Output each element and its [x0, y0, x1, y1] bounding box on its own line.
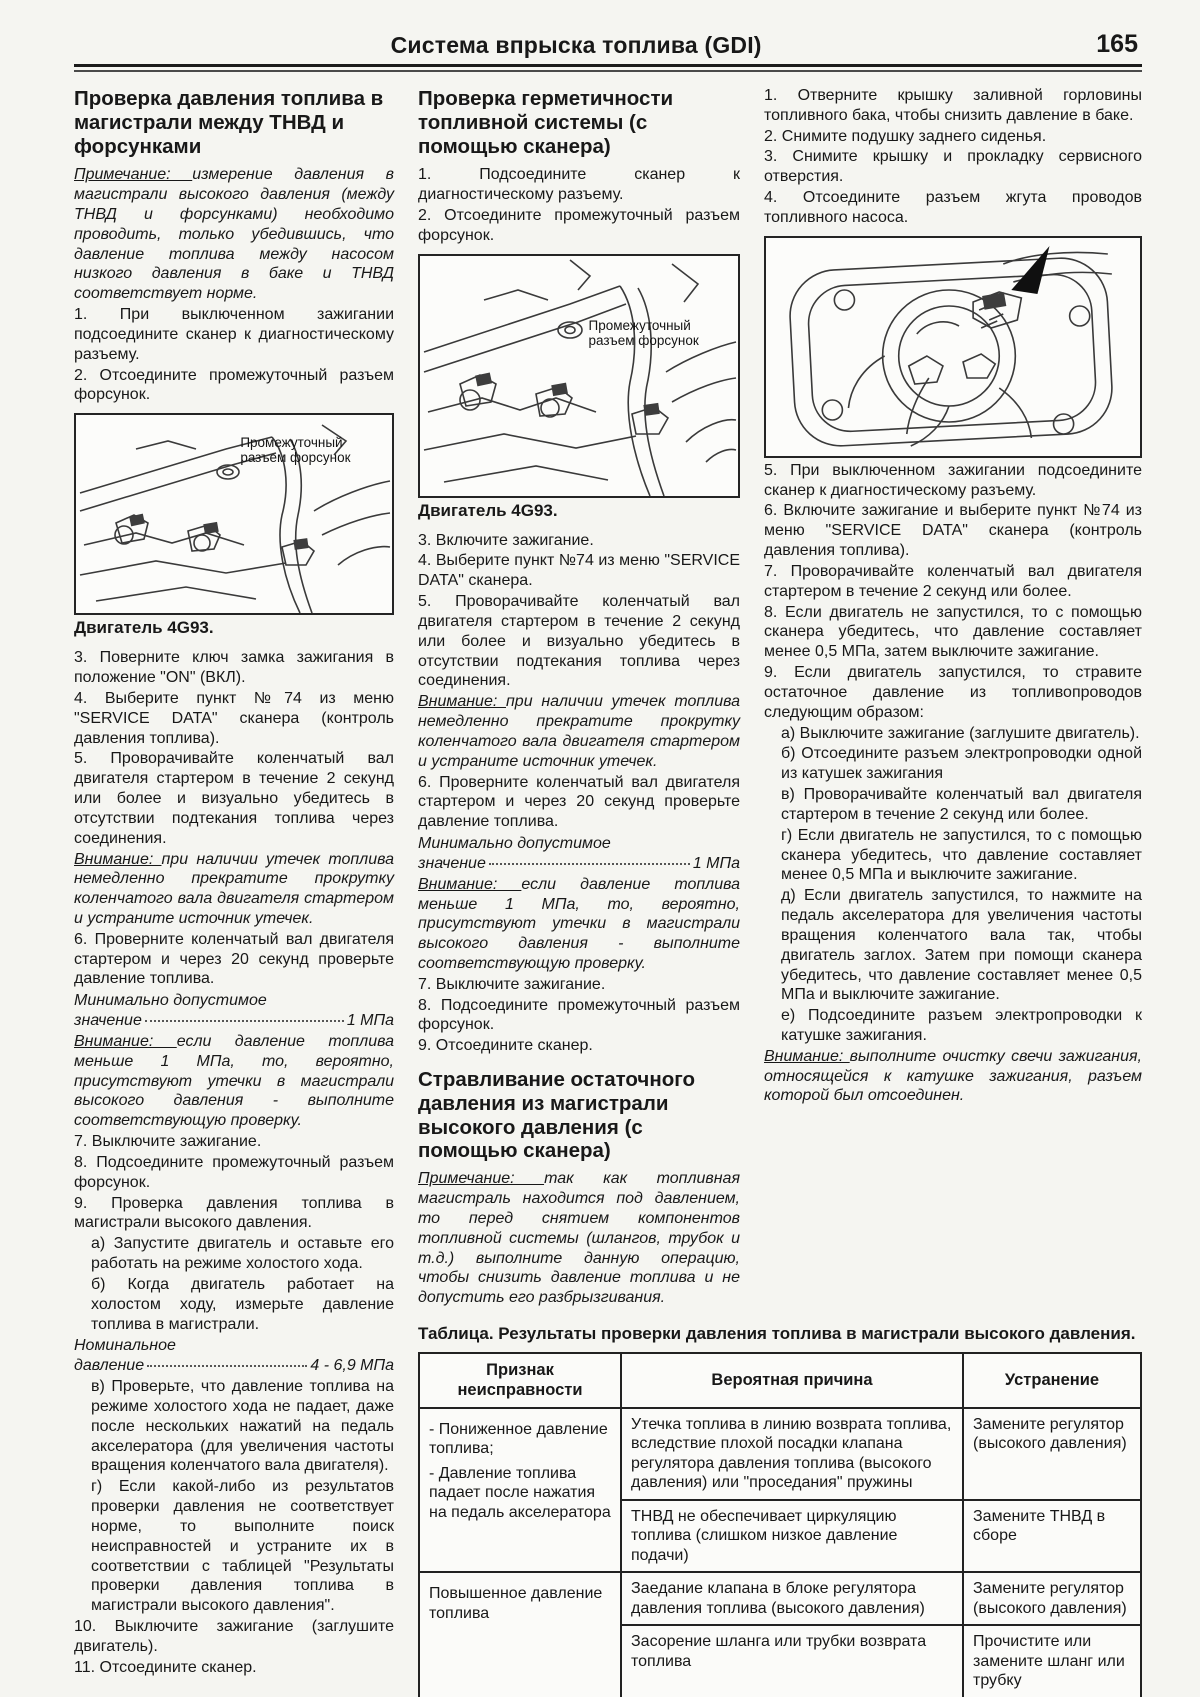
figure-caption: Двигатель 4G93.: [418, 500, 558, 520]
table-row: [419, 1572, 1141, 1625]
cause-cell: Засорение шланга или трубки возврата топлива: [621, 1625, 963, 1697]
symptom-line: Повышенное давление топлива: [429, 1585, 603, 1622]
spec-value-line: значение 1 МПа: [418, 854, 740, 872]
cause-cell: Заедание клапана в блоке регулятора давления топлива (высокого давления): [621, 1572, 963, 1625]
column-left: [74, 85, 394, 1697]
paragraph-lead: Внимание:: [418, 875, 522, 893]
paragraph: 7. Выключите зажигание.: [418, 975, 606, 993]
paragraph: 2. Отсоедините промежуточный разъем форсунок.: [74, 366, 394, 404]
cause-cell: ТНВД не обеспечивает циркуляцию топлива (слишком низкое давление подачи): [621, 1500, 963, 1573]
paragraph: д) Если двигатель запустился, то нажмите на педаль акселератора для увеличения частоты вращения коленчатого вала так, чтобы двигатель заглох. Затем при помощи сканера убедитесь, что давление составляет менее 0,5 МПа и выключите зажигание.: [781, 887, 1142, 1004]
paragraph: 8. Подсоедините промежуточный разъем форсунок.: [418, 996, 740, 1034]
paragraph: в) Проворачивайте коленчатый вал двигателя стартером в течение 2 секунд или более.: [781, 786, 1142, 823]
paragraph: 3. Включите зажигание.: [418, 531, 594, 549]
paragraph: 9. Проверка давления топлива в магистрали высокого давления.: [74, 1194, 394, 1232]
paragraph: б) Отсоедините разъем электропроводки одной из катушек зажигания: [781, 745, 1142, 783]
paragraph: 6. Проверните коленчатый вал двигателя стартером и через 20 секунд проверьте давление топлива.: [74, 930, 394, 988]
page-content: [74, 85, 1142, 1697]
note-paragraph: Примечание: измерение давления в магистрали высокого давления (между ТНВД и форсунками) необходимо проводить, только убедившись, что давление топлива между насосом низкого давления в баке и ТНВД соответствует норме.: [74, 166, 394, 303]
paragraph: 3. Поверните ключ замка зажигания в положение "ON" (ВКЛ).: [74, 649, 394, 687]
paragraph: 5. При выключенном зажигании подсоедините сканер к диагностическому разъему.: [764, 461, 1142, 499]
warning-paragraph: Внимание: при наличии утечек топлива немедленно прекратите прокрутку коленчатого вала двигателя стартером и устраните источник утечек.: [418, 693, 740, 770]
page-title: Система впрыска топлива (GDI): [390, 32, 762, 58]
symptom-cell: [419, 1408, 621, 1573]
paragraph: 4. Выберите пункт №74 из меню "SERVICE DATA" сканера (контроль давления топлива).: [74, 689, 394, 747]
paragraph: 1. При выключенном зажигании подсоедините сканер к диагностическому разъему.: [74, 306, 394, 363]
column-right: [764, 85, 1142, 1309]
paragraph: 9. Если двигатель запустился, то стравите остаточное давление из топливопроводов следующим образом:: [764, 664, 1142, 721]
figure-fuel-pump-access: [764, 236, 1142, 458]
fix-cell: Замените регулятор (высокого давления): [963, 1572, 1141, 1625]
paragraph-lead: Примечание:: [418, 1170, 545, 1188]
paragraph: 8. Подсоедините промежуточный разъем форсунок.: [74, 1153, 394, 1191]
cause-cell: Утечка топлива в линию возврата топлива, вследствие плохой посадки клапана регулятора давления топлива (высокого давления) или "проседания" пружины: [621, 1408, 963, 1500]
fault-table: [418, 1352, 1142, 1697]
paragraph: 5. Проворачивайте коленчатый вал двигателя стартером в течение 2 секунд или более и визуально убедитесь в отсутствии подтекания топлива через соединения.: [74, 750, 394, 847]
text-flow: [418, 165, 740, 245]
results-table-section: [418, 1315, 1142, 1697]
figure-engine-4g93-b: [418, 254, 740, 498]
symptom-cell: [419, 1572, 621, 1697]
paragraph: а) Запустите двигатель и оставьте его работать на режиме холостого хода.: [91, 1235, 394, 1273]
fix-cell: Замените ТНВД в сборе: [963, 1500, 1141, 1573]
spec-label: Минимально допустимое: [74, 992, 267, 1010]
figure-caption: Двигатель 4G93.: [74, 618, 214, 638]
table-title: Таблица. Результаты проверки давления топлива в магистрали высокого давления.: [418, 1324, 1136, 1343]
paragraph: 6. Проверните коленчатый вал двигателя стартером и через 20 секунд проверьте давление топлива.: [418, 773, 740, 831]
paragraph: 1. Подсоедините сканер к диагностическому разъему.: [418, 166, 740, 204]
warning-paragraph: Внимание: если давление топлива меньше 1 МПа, то, вероятно, присутствуют утечки в магистрали высокого давления - выполните соответствующую проверку.: [74, 1032, 395, 1130]
text-flow: [764, 86, 1142, 228]
paragraph: а) Выключите зажигание (заглушите двигатель).: [781, 724, 1140, 742]
text-flow: [418, 531, 740, 1308]
fix-cell: Прочистите или замените шланг или трубку: [963, 1625, 1141, 1697]
paragraph-lead: Внимание:: [764, 1047, 850, 1065]
paragraph: 11. Отсоедините сканер.: [74, 1658, 257, 1676]
column-middle: [418, 85, 740, 1309]
paragraph: г) Если двигатель не запустился, то с помощью сканера убедитесь, что давление составляет менее 0,5 МПа и выключите зажигание.: [781, 826, 1142, 884]
paragraph-lead: Внимание:: [74, 850, 162, 868]
paragraph-lead: Примечание:: [74, 166, 193, 184]
fuel-pump-line-drawing: [766, 238, 1140, 456]
spec-label: Минимально допустимое: [418, 835, 611, 853]
paragraph: 3. Снимите крышку и прокладку сервисного отверстия.: [764, 148, 1142, 186]
paragraph-lead: Внимание:: [418, 693, 506, 711]
paragraph: 4. Выберите пункт №74 из меню "SERVICE DATA" сканера.: [418, 552, 740, 590]
paragraph: 10. Выключите зажигание (заглушите двигатель).: [74, 1617, 394, 1655]
section-heading: Проверка давления топлива в магистрали между ТНВД и форсунками: [74, 87, 384, 158]
column-header-symptom: Признак неисправности: [419, 1353, 621, 1407]
text-flow: [764, 461, 1142, 1107]
page-number: 165: [1096, 30, 1138, 58]
section-heading: Проверка герметичности топливной системы (с помощью сканера): [418, 87, 674, 158]
header-rule: [74, 64, 1142, 72]
paragraph: е) Подсоедините разъем электропроводки к катушке зажигания.: [781, 1007, 1142, 1044]
warning-paragraph: Внимание: если давление топлива меньше 1 МПа, то, вероятно, присутствуют утечки в магистрали высокого давления - выполните соответствующую проверку.: [418, 875, 740, 972]
table-header-row: [419, 1353, 1141, 1407]
pointer-arrow-icon: [1011, 246, 1049, 294]
paragraph: 7. Проворачивайте коленчатый вал двигателя стартером в течение 2 секунд или более.: [764, 562, 1142, 600]
paragraph: г) Если какой-либо из результатов проверки давления не соответствует норме, то выполните поиск неисправностей и устраните их в соответствии с таблицей "Результаты проверки давления топлива в магистрали высокого давления".: [91, 1478, 394, 1615]
warning-paragraph: Внимание: при наличии утечек топлива немедленно прекратите прокрутку коленчатого вала двигателя стартером и устраните источник утечек.: [74, 850, 394, 927]
paragraph: 2. Снимите подушку заднего сиденья.: [764, 127, 1047, 145]
spec-value-line: давление 4 - 6,9 МПа: [74, 1357, 394, 1375]
figure-callout-label: Промежуточный разъем форсунок: [240, 435, 351, 466]
paragraph: 2. Отсоедините промежуточный разъем форсунок.: [418, 206, 740, 244]
paragraph: 8. Если двигатель не запустился, то с помощью сканера убедитесь, что давление составляет менее 0,5 МПа, затем выключите зажигание.: [764, 603, 1142, 661]
spec-label: Номинальное: [74, 1337, 176, 1355]
paragraph: 7. Выключите зажигание.: [74, 1133, 262, 1151]
figure-engine-4g93-a: [74, 413, 394, 615]
paragraph: б) Когда двигатель работает на холостом ходу, измерьте давление топлива в магистрали.: [91, 1275, 394, 1333]
fix-cell: Замените регулятор (высокого давления): [963, 1408, 1141, 1500]
table-body: [419, 1408, 1141, 1697]
warning-paragraph: Внимание: выполните очистку свечи зажигания, относящейся к катушке зажигания, разъем которой был отсоединен.: [764, 1047, 1143, 1105]
text-flow: [74, 648, 394, 1677]
spec-value-line: значение 1 МПа: [74, 1012, 394, 1030]
paragraph: 9. Отсоедините сканер.: [418, 1037, 593, 1055]
column-header-fix: Устранение: [963, 1353, 1141, 1407]
paragraph: 6. Включите зажигание и выберите пункт №74 из меню "SERVICE DATA" сканера (контроль давления топлива).: [764, 502, 1142, 560]
figure-callout-label: Промежуточный разъем форсунок: [588, 318, 699, 349]
engine-line-drawing: [420, 256, 738, 496]
section-heading: Стравливание остаточного давления из магистрали высокого давления (с помощью сканера): [418, 1068, 696, 1163]
symptom-line: - Давление топлива падает после нажатия на педаль акселератора: [429, 1464, 611, 1521]
text-flow: [74, 165, 394, 405]
paragraph-lead: Внимание:: [74, 1032, 177, 1050]
paragraph: 1. Отверните крышку заливной горловины топливного бака, чтобы снизить давление в баке.: [764, 87, 1142, 124]
column-header-cause: Вероятная причина: [621, 1353, 963, 1407]
table-row: [419, 1408, 1141, 1500]
paragraph: 5. Проворачивайте коленчатый вал двигателя стартером в течение 2 секунд или более и визуально убедитесь в отсутствии подтекания топлива через соединения.: [418, 593, 740, 690]
paragraph: в) Проверьте, что давление топлива на режиме холостого хода не падает, даже после нескольких нажатий на педаль акселератора (для увеличения частоты вращения коленчатого вала двигателя).: [91, 1378, 394, 1475]
symptom-line: - Пониженное давление топлива;: [429, 1420, 608, 1458]
page-header: [74, 30, 1142, 64]
paragraph: 4. Отсоедините разъем жгута проводов топливного насоса.: [764, 189, 1142, 226]
note-paragraph: Примечание: так как топливная магистраль находится под давлением, то перед снятием компонентов топливной системы (шлангов, трубок и т.д.) выполните данную операцию, чтобы снизить давление топлива и не допустить его разбрызгивания.: [418, 1170, 740, 1307]
